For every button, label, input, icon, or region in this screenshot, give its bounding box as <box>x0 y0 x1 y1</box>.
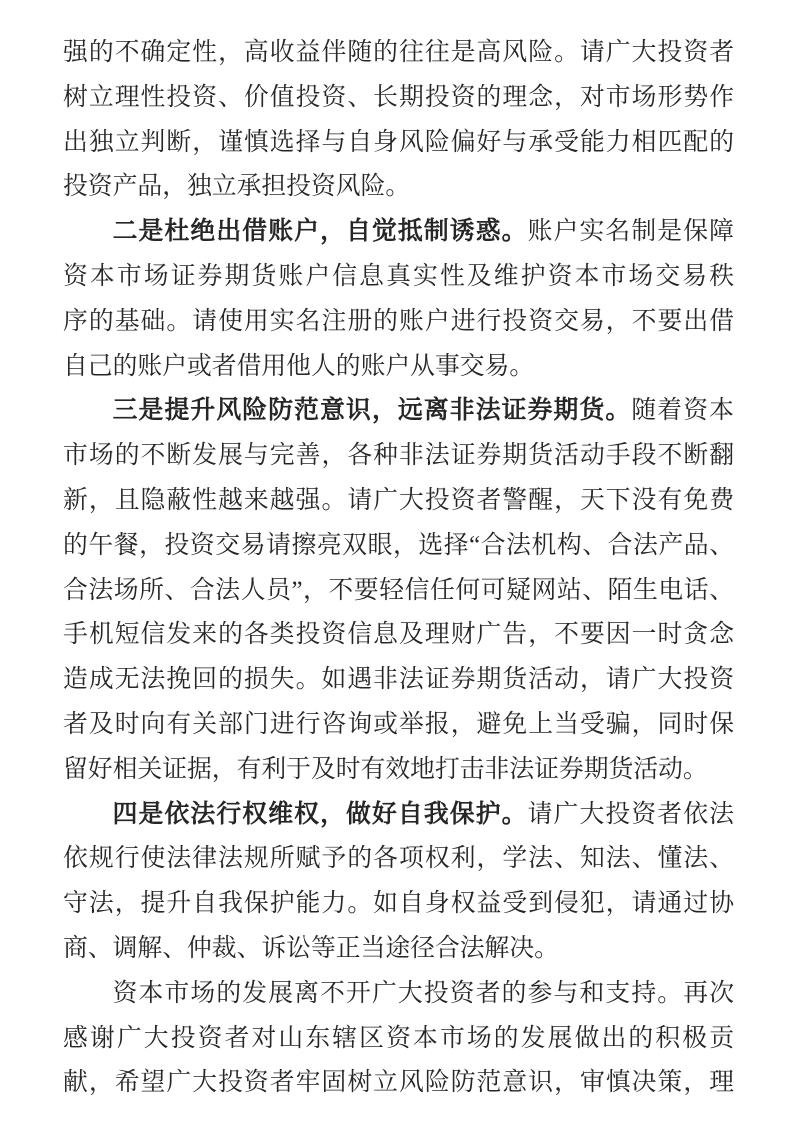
line-text: 手机短信发来的各类投资信息及理财广告，不要因一时贪念 <box>63 621 734 649</box>
line-text: 树立理性投资、价值投资、长期投资的理念，对市场形势作 <box>63 83 734 111</box>
line-text: 请广大投资者依法 <box>527 800 734 828</box>
line-text: 投资产品，独立承担投资风险。 <box>63 173 411 201</box>
document-line <box>63 165 734 210</box>
line-text: 市场的不断发展与完善，各种非法证券期货活动手段不断翻 <box>63 442 734 470</box>
document-line <box>63 76 734 121</box>
document-line <box>63 345 734 390</box>
document-line <box>63 658 734 703</box>
document-line <box>63 793 734 838</box>
paragraph-lead-bold: 四是依法行权维权，做好自我保护。 <box>112 800 528 828</box>
line-text: 序的基础。请使用实名注册的账户进行投资交易，不要出借 <box>63 307 734 335</box>
line-text: 出独立判断，谨慎选择与自身风险偏好与承受能力相匹配的 <box>63 128 734 156</box>
document-line <box>63 613 734 658</box>
document-line <box>63 837 734 882</box>
line-text: 强的不确定性，高收益伴随的往往是高风险。请广大投资者 <box>63 39 734 66</box>
paragraph-lead-bold: 二是杜绝出借账户，自觉抵制诱惑。 <box>112 218 528 246</box>
line-text: 随着资本 <box>631 397 734 425</box>
document-line <box>63 479 734 524</box>
document-line <box>63 882 734 927</box>
document-line <box>63 389 734 434</box>
document-line <box>63 210 734 255</box>
document-line <box>63 31 734 76</box>
line-text: 留好相关证据，有利于及时有效地打击非法证券期货活动。 <box>63 755 708 783</box>
line-text: 商、调解、仲裁、诉讼等正当途径合法解决。 <box>63 934 559 962</box>
line-text: 感谢广大投资者对山东辖区资本市场的发展做出的积极贡 <box>63 1024 734 1052</box>
document-line <box>63 703 734 748</box>
document-line <box>63 1061 734 1106</box>
line-text: 账户实名制是保障 <box>527 218 734 246</box>
paragraph-lead-bold: 三是提升风险防范意识，远离非法证券期货。 <box>112 397 632 425</box>
line-text: 资本市场的发展离不开广大投资者的参与和支持。再次 <box>112 979 734 1007</box>
paragraph <box>63 793 734 972</box>
line-text: 造成无法挽回的损失。如遇非法证券期货活动，请广大投资 <box>63 666 734 694</box>
line-text: 自己的账户或者借用他人的账户从事交易。 <box>63 352 535 380</box>
line-text: 者及时向有关部门进行咨询或举报，避免上当受骗，同时保 <box>63 710 734 738</box>
line-text: 合法场所、合法人员”，不要轻信任何可疑网站、陌生电话、 <box>63 576 734 604</box>
line-text: 守法，提升自我保护能力。如自身权益受到侵犯，请通过协 <box>63 890 734 918</box>
document-line <box>63 434 734 479</box>
line-text: 新，且隐蔽性越来越强。请广大投资者警醒，天下没有免费 <box>63 486 734 514</box>
line-text: 依规行使法律法规所赋予的各项权利，学法、知法、懂法、 <box>63 845 734 873</box>
line-text: 资本市场证券期货账户信息真实性及维护资本市场交易秩 <box>63 262 734 290</box>
line-text: 献，希望广大投资者牢固树立风险防范意识，审慎决策，理 <box>63 1069 734 1097</box>
document-line <box>63 300 734 345</box>
document-line <box>63 524 734 569</box>
document-line <box>63 748 734 793</box>
document-line <box>63 121 734 166</box>
document-line <box>63 255 734 300</box>
paragraph <box>63 31 734 210</box>
paragraph <box>63 210 734 389</box>
document-line <box>63 1017 734 1062</box>
paragraph <box>63 972 734 1106</box>
document-line <box>63 927 734 972</box>
document-line <box>63 972 734 1017</box>
line-text: 的午餐，投资交易请擦亮双眼，选择“合法机构、合法产品、 <box>63 531 734 559</box>
paragraph <box>63 389 734 792</box>
document-line <box>63 569 734 614</box>
